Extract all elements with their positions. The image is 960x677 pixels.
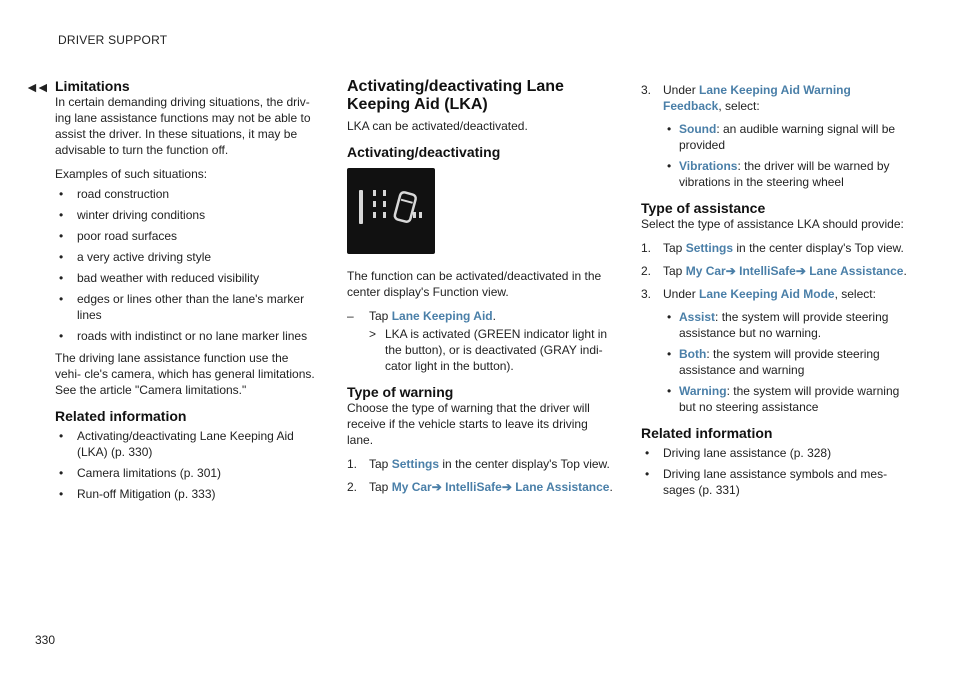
warning-option[interactable]: Warning: [679, 384, 727, 398]
assistance-text: Select the type of assistance LKA should provide:: [641, 217, 904, 231]
page-number: 330: [35, 633, 56, 647]
option-both: [641, 346, 909, 378]
back-arrows-icon[interactable]: ◄◄: [25, 79, 47, 95]
lka-symbol-svg: [347, 168, 435, 254]
tap-text: Tap: [369, 309, 389, 323]
option-desc: : the system will provide warning but no steering assistance: [679, 384, 900, 414]
activate-heading: Activating/deactivating: [347, 144, 501, 160]
lane-keeping-aid-button[interactable]: Lane Keeping Aid: [391, 309, 493, 323]
assistance-steps: [641, 240, 909, 302]
lane-keeping-aid-icon: [347, 168, 435, 254]
arrow-right-icon: ➔: [795, 264, 806, 278]
option-warning: [641, 383, 909, 415]
lane-assistance-button[interactable]: Lane Assistance: [809, 264, 904, 278]
mode-setting[interactable]: Lane Keeping Aid Mode: [699, 287, 835, 301]
warning-feedback-setting[interactable]: Lane Keeping Aid Warning Feedback: [663, 83, 851, 113]
option-desc: : an audible warning signal will be provided: [679, 122, 896, 152]
list-item: • road construction: [55, 186, 317, 202]
examples-list: [55, 186, 317, 344]
related-link[interactable]: • Run-off Mitigation (p. 333): [55, 486, 317, 502]
arrow-right-icon: ➔: [431, 480, 442, 494]
arrow-right-icon: ➔: [501, 480, 512, 494]
warning-steps: [347, 456, 615, 495]
related-link[interactable]: • Camera limitations (p. 301): [55, 465, 317, 481]
vibrations-option[interactable]: Vibrations: [679, 159, 738, 173]
step-number: 3.: [641, 287, 652, 301]
assistance-heading: Type of assistance: [641, 200, 766, 216]
intellisafe-button[interactable]: IntelliSafe: [739, 264, 796, 278]
both-option[interactable]: Both: [679, 347, 707, 361]
limitations-text: In certain demanding driving situations, the driv- ing lane assistance functions may not be able to assist the driver. In these situations, it may be advisable to turn the function off.: [55, 95, 311, 157]
dash-marker: –: [347, 309, 354, 323]
my-car-button[interactable]: My Car: [391, 480, 432, 494]
select-text: , select:: [718, 99, 760, 113]
step-text: in the center display's Top view.: [736, 241, 904, 255]
column-settings: [641, 78, 909, 504]
related-link[interactable]: • Activating/deactivating Lane Keeping Aid (LKA) (p. 330): [55, 428, 317, 460]
under-text: Under: [663, 83, 696, 97]
activate-step: [347, 308, 615, 324]
period: .: [903, 264, 907, 278]
lane-assistance-button[interactable]: Lane Assistance: [515, 480, 610, 494]
step-1: [641, 240, 909, 256]
related-heading: Related information: [55, 408, 187, 424]
related-list: [641, 445, 909, 498]
settings-button[interactable]: Settings: [391, 457, 440, 471]
related-link[interactable]: • Driving lane assistance (p. 328): [641, 445, 909, 461]
step-text: in the center display's Top view.: [442, 457, 610, 471]
limitations-heading: Limitations: [55, 78, 130, 94]
tap-text: Tap: [369, 457, 389, 471]
result-marker: >: [369, 327, 377, 341]
related-link[interactable]: • Driving lane assistance symbols and mes- sages (p. 331): [641, 466, 909, 498]
step-number: 2.: [347, 480, 358, 494]
tap-text: Tap: [369, 480, 389, 494]
settings-button[interactable]: Settings: [685, 241, 734, 255]
select-text: , select:: [834, 287, 876, 301]
step-number: 1.: [347, 457, 358, 471]
step-2: [347, 479, 615, 495]
result-text: LKA is activated (GREEN indicator light in the button), or is deactivated (GRAY indi- cator light in the button).: [385, 327, 608, 373]
list-item: • winter driving conditions: [55, 207, 317, 223]
activate-result: [347, 326, 615, 374]
option-desc: : the system will provide steering assistance but no warning.: [679, 310, 889, 340]
step-1: [347, 456, 615, 472]
related-list: [55, 428, 317, 502]
function-text: The function can be activated/deactivated in the center display's Function view.: [347, 269, 602, 299]
option-desc: : the system will provide steering assistance and warning: [679, 347, 880, 377]
intro-text: LKA can be activated/deactivated.: [347, 119, 528, 133]
arrow-right-icon: ➔: [725, 264, 736, 278]
camera-note: The driving lane assistance function use the vehi- cle's camera, which has general limitations. See the article "Camera limitations.": [55, 351, 315, 397]
feedback-options: [641, 121, 909, 190]
under-text: Under: [663, 287, 696, 301]
page-header: DRIVER SUPPORT: [58, 33, 168, 47]
assist-option[interactable]: Assist: [679, 310, 716, 324]
tap-text: Tap: [663, 241, 683, 255]
my-car-button[interactable]: My Car: [685, 264, 726, 278]
sound-option[interactable]: Sound: [679, 122, 717, 136]
list-item: • bad weather with reduced visibility: [55, 270, 317, 286]
list-item: • poor road surfaces: [55, 228, 317, 244]
list-item: • edges or lines other than the lane's marker lines: [55, 291, 317, 323]
option-assist: [641, 309, 909, 341]
main-title: Activating/deactivating Lane Keeping Aid (LKA): [347, 78, 564, 113]
step-3: [641, 286, 909, 302]
column-limitations: [55, 78, 317, 508]
step-number: 1.: [641, 241, 652, 255]
step-3: [641, 82, 909, 114]
intellisafe-button[interactable]: IntelliSafe: [445, 480, 502, 494]
column-activating: [347, 78, 615, 502]
step-number: 3.: [641, 83, 652, 97]
period: .: [492, 309, 496, 323]
option-sound: [641, 121, 909, 153]
related-heading: Related information: [641, 425, 773, 441]
examples-intro: Examples of such situations:: [55, 167, 208, 181]
step-number: 2.: [641, 264, 652, 278]
option-desc: : the driver will be warned by vibrations in the steering wheel: [679, 159, 890, 189]
period: .: [609, 480, 613, 494]
mode-options: [641, 309, 909, 415]
warning-text: Choose the type of warning that the driver will receive if the vehicle starts to leave its driving lane.: [347, 401, 590, 447]
option-vibrations: [641, 158, 909, 190]
step-2: [641, 263, 909, 279]
tap-text: Tap: [663, 264, 683, 278]
list-item: • a very active driving style: [55, 249, 317, 265]
warning-heading: Type of warning: [347, 384, 454, 400]
list-item: • roads with indistinct or no lane marker lines: [55, 328, 317, 344]
warning-steps-continued: [641, 82, 909, 114]
